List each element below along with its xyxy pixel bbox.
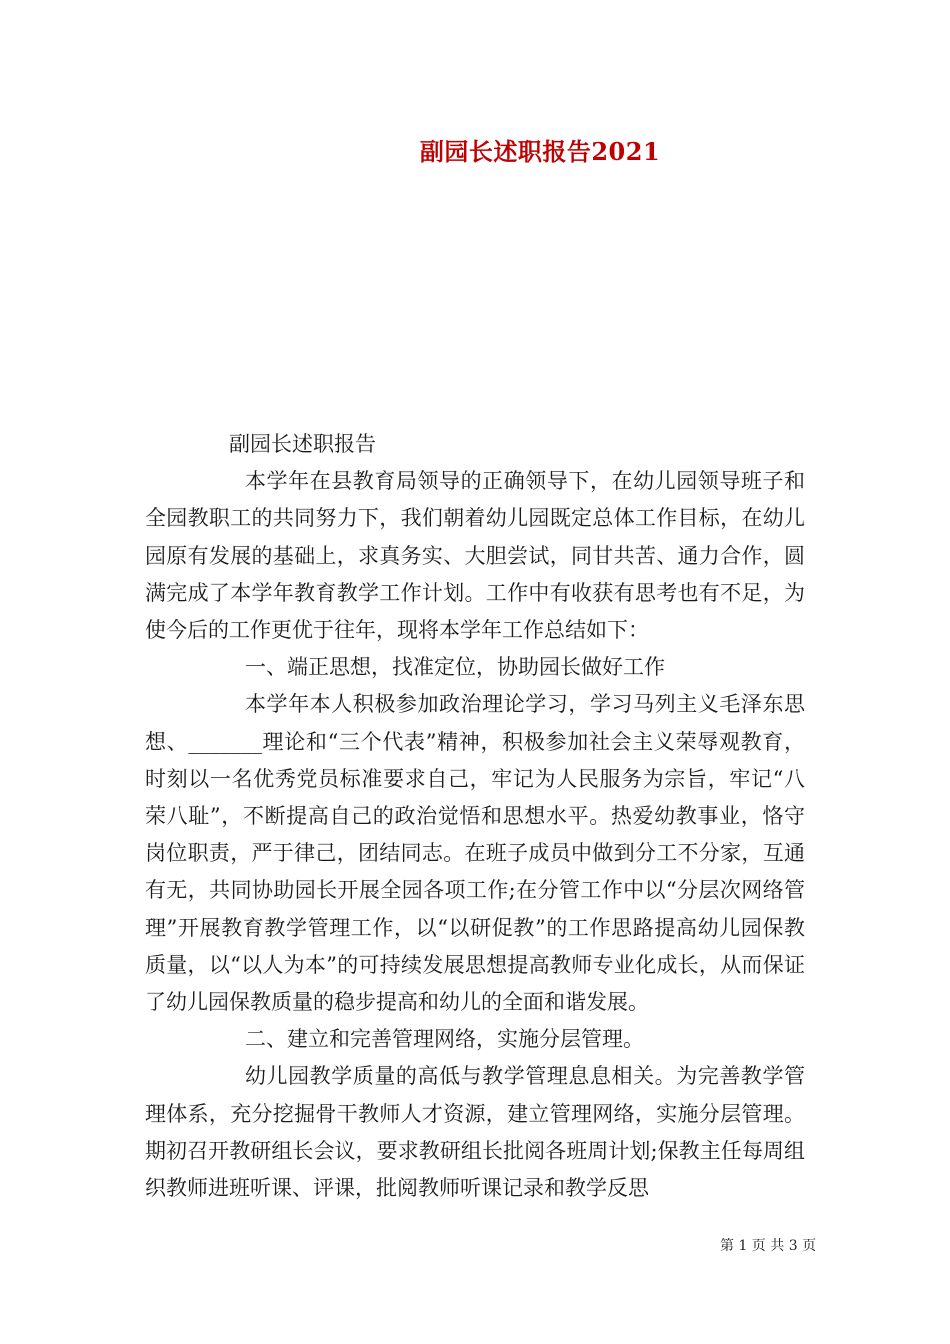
paragraph-section-2: 幼儿园教学质量的高低与教学管理息息相关。为完善教学管理体系，充分挖掘骨干教师人才资源，建立管理网络，实施分层管理。期初召开教研组长会议，要求教研组长批阅各班周计划;保教主任每周组织教师进班听课、评课，批阅教师听课记录和教学反思 (145, 1064, 805, 1201)
paragraph-intro: 本学年在县教育局领导的正确领导下，在幼儿园领导班子和全园教职工的共同努力下，我们朝着幼儿园既定总体工作目标，在幼儿园原有发展的基础上，求真务实、大胆尝试，同甘共苦、通力合作，圆满完成了本学年教育教学工作计划。工作中有收获有思考也有不足，为使今后的工作更优于往年，现将本学年工作总结如下： (145, 469, 805, 643)
page-title: 副园长述职报告2021 (419, 137, 661, 166)
page-footer: 第 1 页 共 3 页 (720, 1238, 817, 1254)
section-heading-1: 一、端正思想，找准定位，协助园长做好工作 (245, 655, 665, 680)
document-body (145, 426, 805, 1207)
document-subtitle: 副园长述职报告 (229, 432, 376, 456)
section-heading-2: 二、建立和完善管理网络，实施分层管理。 (245, 1027, 644, 1052)
paragraph-section-1: 本学年本人积极参加政治理论学习，学习马列主义毛泽东思想、_______理论和“三个代表”精神，积极参加社会主义荣辱观教育，时刻以一名优秀党员标准要求自己，牢记为人民服务为宗旨，牢记“八荣八耻”，不断提高自己的政治觉悟和思想水平。热爱幼教事业，恪守岗位职责，严于律己，团结同志。在班子成员中做到分工不分家，互通有无，共同协助园长开展全园各项工作;在分管工作中以“分层次网络管理”开展教育教学管理工作，以“以研促教”的工作思路提高幼儿园保教质量，以“以人为本”的可持续发展思想提高教师专业化成长，从而保证了幼儿园保教质量的稳步提高和幼儿的全面和谐发展。 (145, 692, 805, 1015)
